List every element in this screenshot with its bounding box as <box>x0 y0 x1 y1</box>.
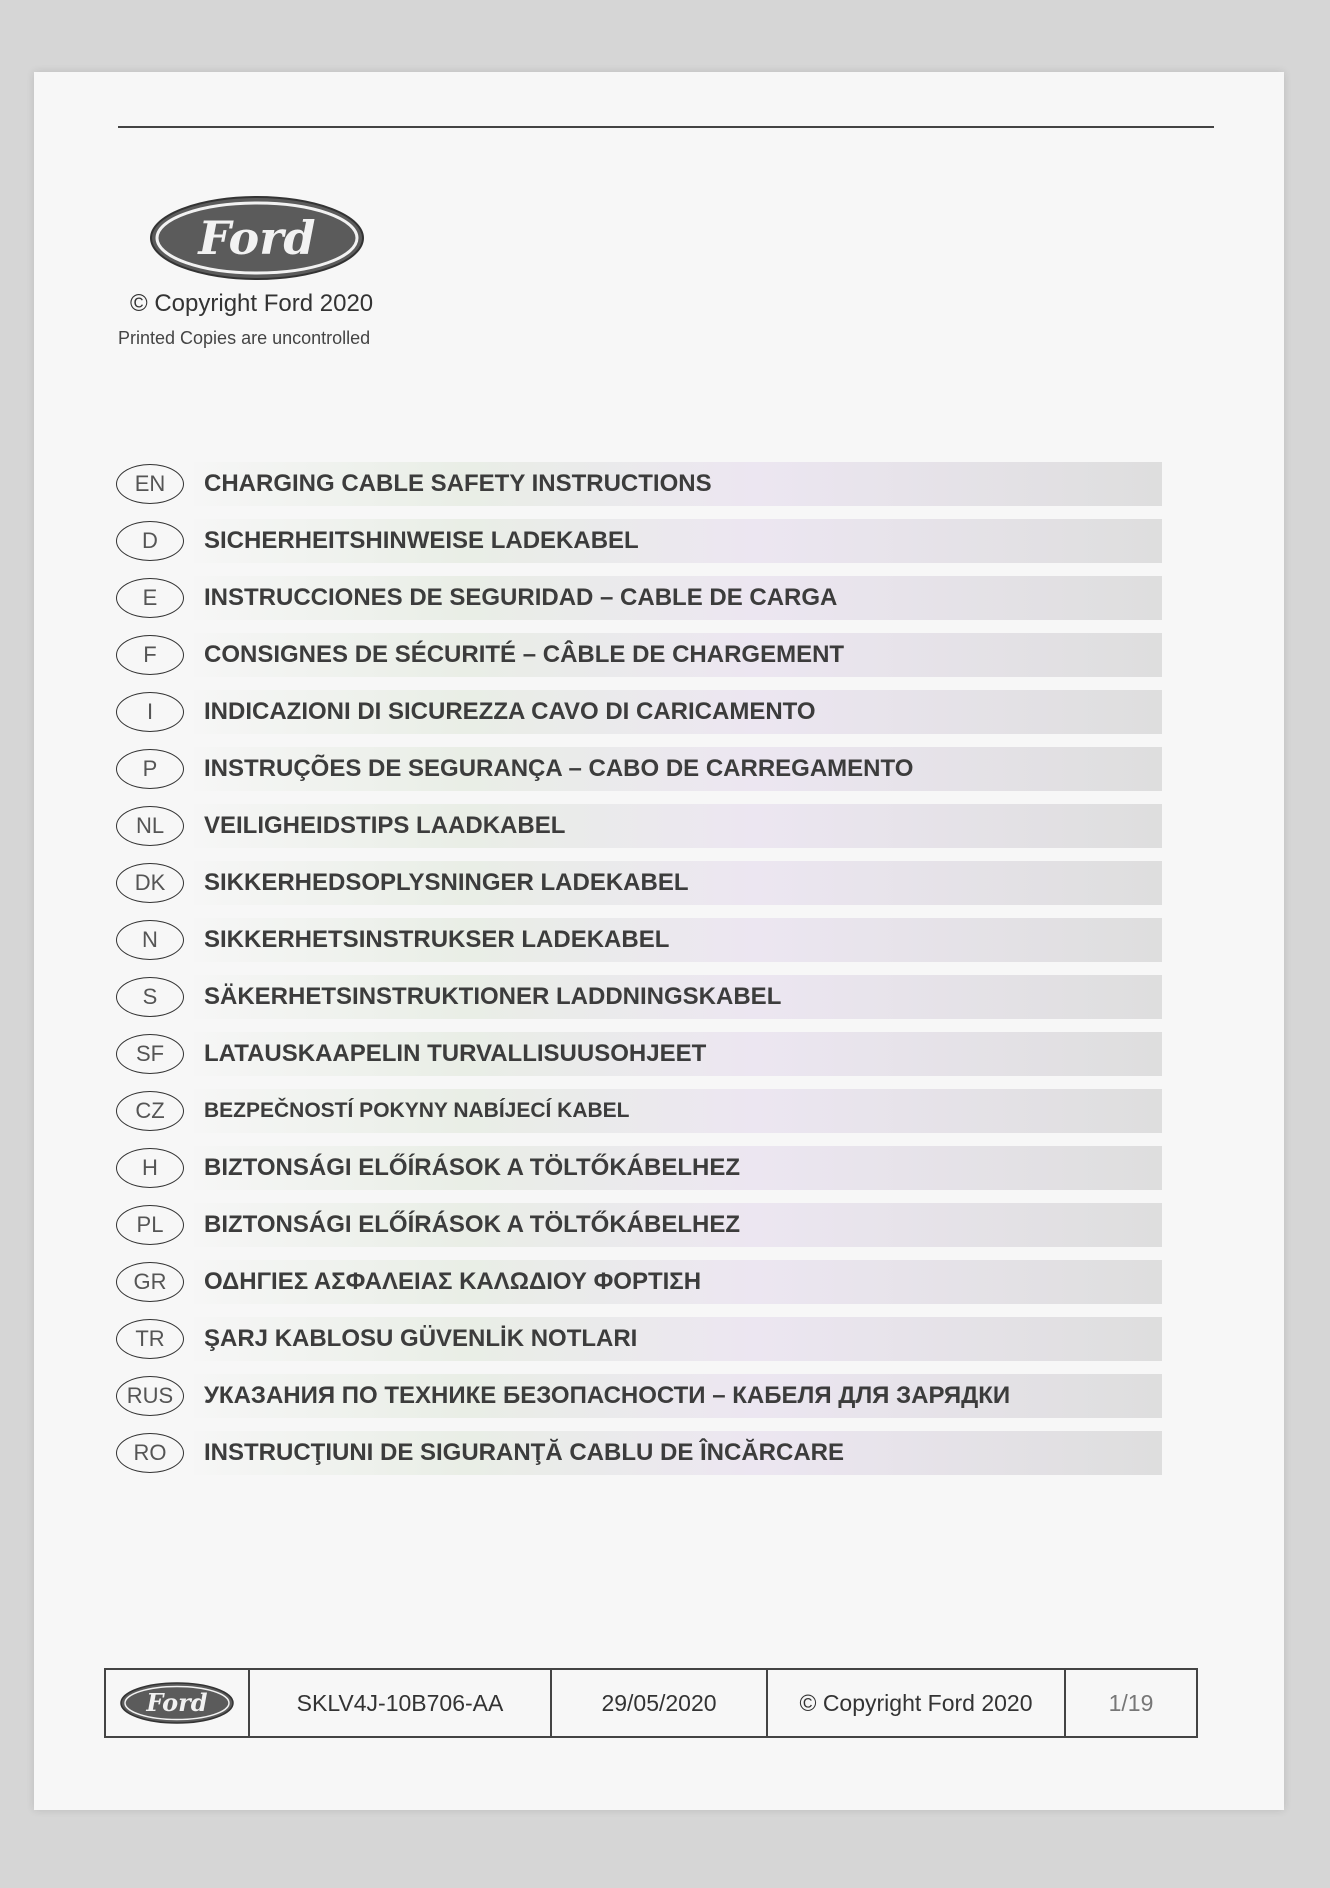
lang-badge: I <box>116 692 184 732</box>
title-text: SICHERHEITSHINWEISE LADEKABEL <box>204 527 639 554</box>
lang-badge: DK <box>116 863 184 903</box>
title-text: SIKKERHETSINSTRUKSER LADEKABEL <box>204 926 670 953</box>
title-text: ΟΔΗΓΙΕΣ ΑΣΦΑΛΕΙΑΣ ΚΑΛΩΔΙΟΥ ΦΟΡΤΙΣΗ <box>204 1268 702 1295</box>
lang-badge: S <box>116 977 184 1017</box>
title-text: INSTRUÇÕES DE SEGURANÇA – CABO DE CARREGAMENTO <box>204 755 914 782</box>
lang-badge: NL <box>116 806 184 846</box>
title-bar <box>194 918 1162 962</box>
title-row-s <box>116 975 1162 1032</box>
title-row-gr <box>116 1260 1162 1317</box>
title-bar <box>194 1374 1162 1418</box>
title-text: LATAUSKAAPELIN TURVALLISUUSOHJEET <box>204 1040 707 1067</box>
top-rule <box>118 126 1214 128</box>
title-bar <box>194 1203 1162 1247</box>
footer-logo-text: Ford <box>146 1688 208 1717</box>
title-bar <box>194 462 1162 506</box>
title-bar <box>194 1317 1162 1361</box>
title-bar <box>194 576 1162 620</box>
title-text: УКАЗАНИЯ ПО ТЕХНИКЕ БЕЗОПАСНОСТИ – КАБЕЛЯ ДЛЯ ЗАРЯДКИ <box>204 1382 1011 1409</box>
title-row-d <box>116 519 1162 576</box>
title-row-i <box>116 690 1162 747</box>
title-bar <box>194 690 1162 734</box>
lang-badge: GR <box>116 1262 184 1302</box>
title-bar <box>194 1146 1162 1190</box>
title-row-tr <box>116 1317 1162 1374</box>
title-row-pl <box>116 1203 1162 1260</box>
document-page <box>34 72 1284 1810</box>
title-row-en <box>116 462 1162 519</box>
title-text: INSTRUCCIONES DE SEGURIDAD – CABLE DE CARGA <box>204 584 838 611</box>
title-text: BIZTONSÁGI ELŐÍRÁSOK A TÖLTŐKÁBELHEZ <box>204 1154 740 1181</box>
title-text: INDICAZIONI DI SICUREZZA CAVO DI CARICAMENTO <box>204 698 816 725</box>
title-text: CHARGING CABLE SAFETY INSTRUCTIONS <box>204 470 712 497</box>
lang-badge: F <box>116 635 184 675</box>
title-bar <box>194 1032 1162 1076</box>
document-footer <box>104 1668 1198 1738</box>
lang-badge: PL <box>116 1205 184 1245</box>
title-row-dk <box>116 861 1162 918</box>
document-code: SKLV4J-10B706-AA <box>250 1670 552 1736</box>
lang-badge: RO <box>116 1433 184 1473</box>
title-row-e <box>116 576 1162 633</box>
title-bar <box>194 1089 1162 1133</box>
lang-badge: E <box>116 578 184 618</box>
title-row-sf <box>116 1032 1162 1089</box>
title-bar <box>194 861 1162 905</box>
title-text: BEZPEČNOSTÍ POKYNY NABÍJECÍ KABEL <box>204 1099 630 1122</box>
lang-badge: TR <box>116 1319 184 1359</box>
copyright-notice: © Copyright Ford 2020 <box>130 290 374 317</box>
title-row-cz <box>116 1089 1162 1146</box>
ford-logo <box>148 194 366 282</box>
lang-badge: H <box>116 1148 184 1188</box>
lang-badge: P <box>116 749 184 789</box>
title-text: BIZTONSÁGI ELŐÍRÁSOK A TÖLTŐKÁBELHEZ <box>204 1211 740 1238</box>
lang-badge: CZ <box>116 1091 184 1131</box>
lang-badge: EN <box>116 464 184 504</box>
title-text: ŞARJ KABLOSU GÜVENLİK NOTLARI <box>204 1325 638 1352</box>
uncontrolled-note: Printed Copies are uncontrolled <box>118 328 371 348</box>
lang-badge: D <box>116 521 184 561</box>
title-bar <box>194 1260 1162 1304</box>
title-bar <box>194 1431 1162 1475</box>
document-date: 29/05/2020 <box>552 1670 768 1736</box>
title-row-h <box>116 1146 1162 1203</box>
lang-badge: N <box>116 920 184 960</box>
lang-badge: RUS <box>116 1376 184 1416</box>
title-text: SIKKERHEDSOPLYSNINGER LADEKABEL <box>204 869 689 896</box>
title-bar <box>194 804 1162 848</box>
title-text: SÄKERHETSINSTRUKTIONER LADDNINGSKABEL <box>204 983 782 1010</box>
title-bar <box>194 747 1162 791</box>
title-row-nl <box>116 804 1162 861</box>
title-row-p <box>116 747 1162 804</box>
page-number: 1/19 <box>1108 1689 1154 1716</box>
title-text: INSTRUCŢIUNI DE SIGURANŢĂ CABLU DE ÎNCĂRCARE <box>204 1439 844 1466</box>
title-row-rus <box>116 1374 1162 1431</box>
footer-copyright: © Copyright Ford 2020 <box>768 1670 1066 1736</box>
title-bar <box>194 519 1162 563</box>
title-text: CONSIGNES DE SÉCURITÉ – CÂBLE DE CHARGEMENT <box>204 641 845 668</box>
footer-logo-cell <box>106 1670 250 1736</box>
title-text: VEILIGHEIDSTIPS LAADKABEL <box>204 812 566 839</box>
lang-badge: SF <box>116 1034 184 1074</box>
title-bar <box>194 633 1162 677</box>
title-bar <box>194 975 1162 1019</box>
title-row-n <box>116 918 1162 975</box>
title-row-ro <box>116 1431 1162 1488</box>
title-row-f <box>116 633 1162 690</box>
ford-logo-text: Ford <box>198 211 316 265</box>
language-title-list <box>116 462 1162 1488</box>
footer-ford-logo <box>118 1680 236 1726</box>
